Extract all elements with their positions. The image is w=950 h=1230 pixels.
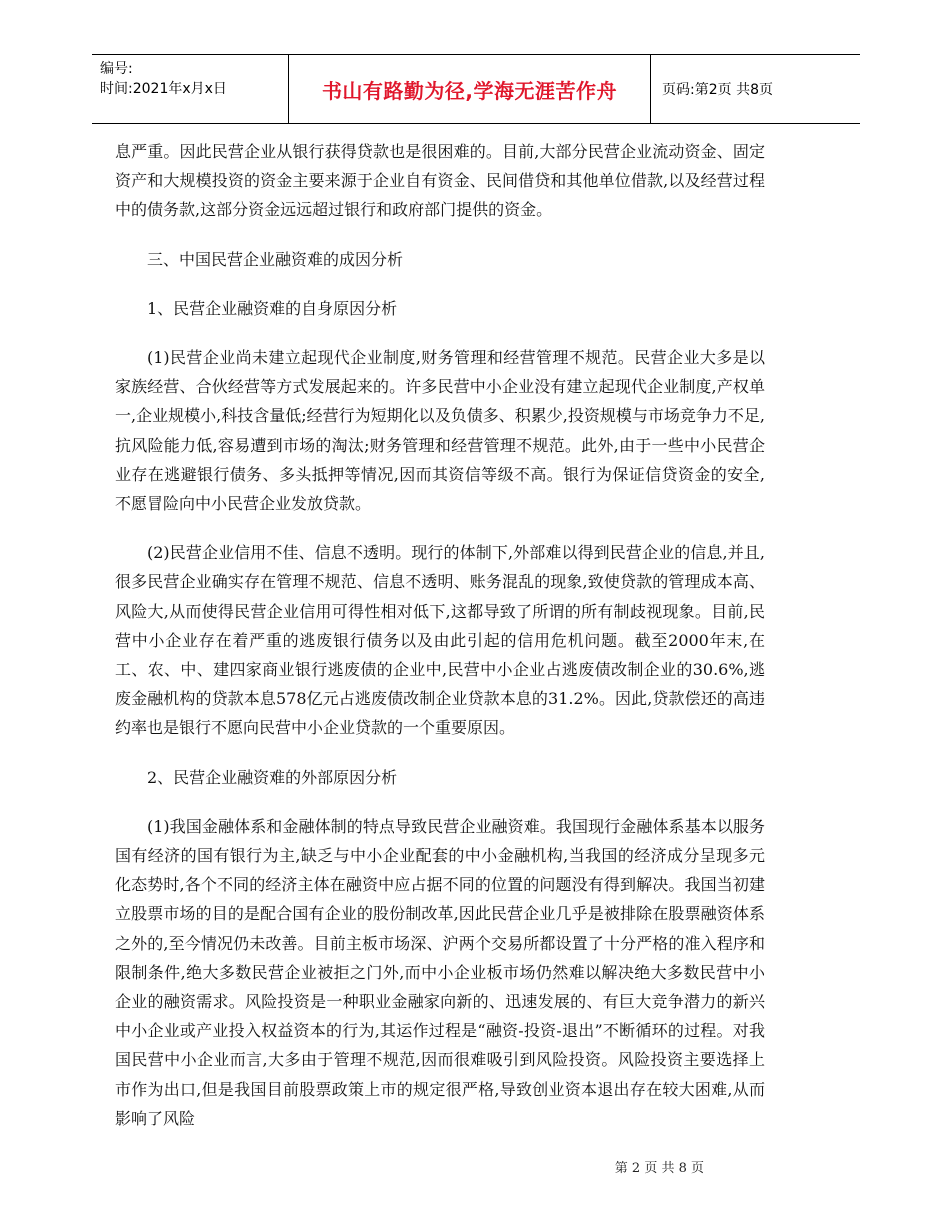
header-info — [100, 59, 290, 99]
document-body — [115, 137, 765, 1133]
paragraph: (2)民营企业信用不佳、信息不透明。现行的体制下,外部难以得到民营企业的信息,并且,很多民营企业确实存在管理不规范、信息不透明、账务混乱的现象,致使贷款的管理成本高、风险大,从而使得民营企业信用可得性相对低下,这都导致了所谓的所有制歧视现象。目前,民营中小企业存在着严重的逃废银行债务以及由此引起的信用危机问题。截至2000年末,在工、农、中、建四家商业银行逃废债的企业中,民营中小企业占逃废债改制企业的30.6%,逃废金融机构的贷款本息578亿元占逃废债改制企业贷款本息的31.2%。因此,贷款偿还的高违约率也是银行不愿向民营中小企业贷款的一个重要原因。 — [115, 543, 765, 738]
page-header — [92, 54, 860, 124]
header-divider — [650, 55, 651, 123]
header-number-label: 编号: — [100, 61, 133, 77]
subsection-heading: 1、民营企业融资难的自身原因分析 — [147, 298, 398, 318]
paragraph: (1)民营企业尚未建立起现代企业制度,财务管理和经营管理不规范。民营企业大多是以家族经营、合伙经营等方式发展起来的。许多民营中小企业没有建立起现代企业制度,产权单一,企业规模小,科技含量低;经营行为短期化以及负债多、积累少,投资规模与市场竞争力不足,抗风险能力低,容易遭到市场的淘汰;财务管理和经营管理不规范。此外,由于一些中小民营企业存在逃避银行债务、多头抵押等情况,因而其资信等级不高。银行为保证信贷资金的安全,不愿冒险向中小民营企业发放贷款。 — [115, 348, 765, 514]
paragraph: (1)我国金融体系和金融体制的特点导致民营企业融资难。我国现行金融体系基本以服务国有经济的国有银行为主,缺乏与中小企业配套的中小金融机构,当我国的经济成分呈现多元化态势时,各个不同的经济主体在融资中应占据不同的位置的问题没有得到解决。我国当初建立股票市场的目的是配合国有企业的股份制改革,因此民营企业几乎是被排除在股票融资体系之外的,至今情况仍未改善。目前主板市场深、沪两个交易所都设置了十分严格的准入程序和限制条件,绝大多数民营企业被拒之门外,而中小企业板市场仍然难以解决绝大多数民营中小企业的融资需求。风险投资是一种职业金融家向新的、迅速发展的、有巨大竞争潜力的新兴中小企业或产业投入权益资本的行为,其运作过程是“融资-投资-退出”不断循环的过程。对我国民营中小企业而言,大多由于管理不规范,因而很难吸引到风险投资。风险投资主要选择上市作为出口,但是我国目前股票政策上市的规定很严格,导致创业资本退出存在较大困难,从而影响了风险 — [115, 816, 765, 1128]
page-footer: 第 2 页 共 8 页 — [614, 1161, 704, 1176]
paragraph-continued: 息严重。因此民营企业从银行获得贷款也是很困难的。目前,大部分民营企业流动资金、固定资产和大规模投资的资金主要来源于企业自有资金、民间借贷和其他单位借款,以及经营过程中的债务款,这部分资金远远超过银行和政府部门提供的资金。 — [115, 142, 765, 220]
header-motto: 书山有路勤为径,学海无涯苦作舟 — [321, 78, 618, 103]
subsection-heading: 2、民营企业融资难的外部原因分析 — [147, 767, 398, 787]
header-page-label: 页码:第2页 共8页 — [662, 82, 773, 98]
section-heading: 三、中国民营企业融资难的成因分析 — [147, 249, 404, 269]
header-time-label: 时间:2021年x月x日 — [100, 81, 227, 97]
